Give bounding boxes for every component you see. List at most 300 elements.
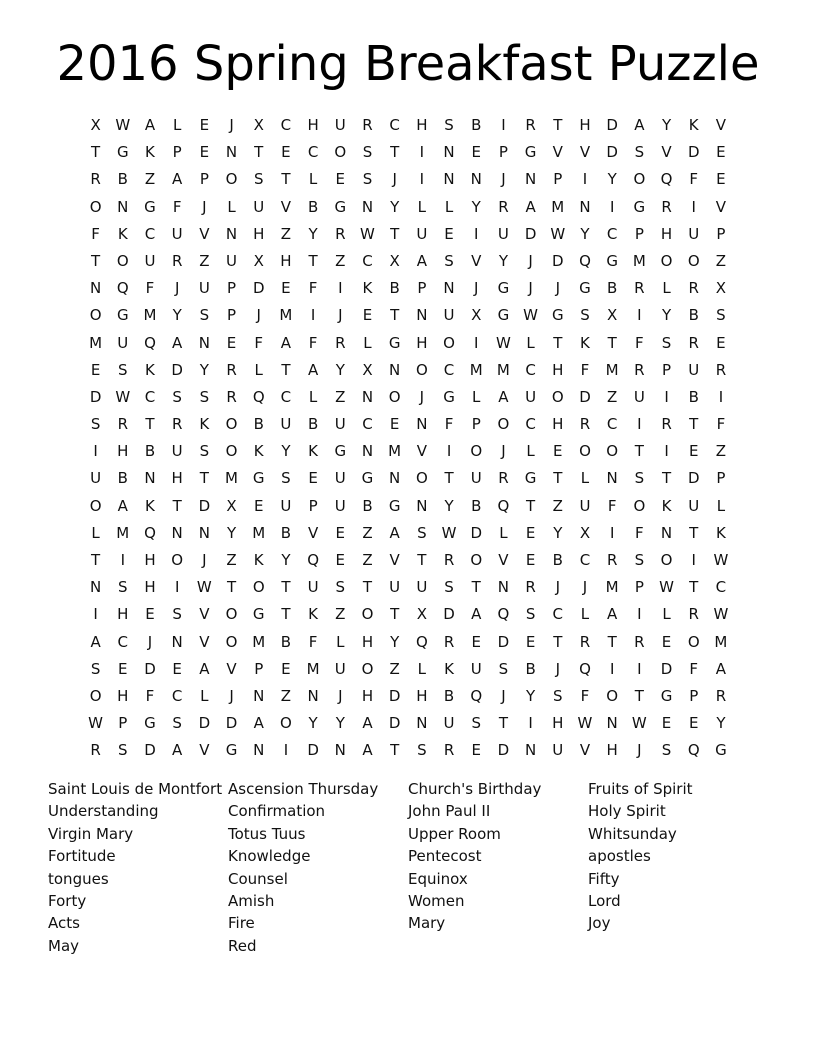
grid-letter: S <box>444 116 454 134</box>
grid-letter: U <box>688 224 700 243</box>
grid-letter: H <box>117 686 129 705</box>
word-item: Amish <box>228 892 275 911</box>
grid-letter: N <box>443 170 455 189</box>
grid-letter: E <box>172 659 182 678</box>
grid-letter: L <box>308 387 318 406</box>
grid-letter: H <box>579 116 591 134</box>
grid-letter: L <box>308 170 318 189</box>
grid-letter: J <box>419 387 425 406</box>
grid-letter: M <box>143 306 157 325</box>
grid-letter: J <box>501 686 506 705</box>
grid-letter: H <box>307 116 319 134</box>
grid-letter: E <box>688 714 699 733</box>
grid-letter: C <box>362 251 373 270</box>
grid-letter: N <box>225 224 238 243</box>
grid-letter: Y <box>335 360 345 379</box>
grid-letter: Q <box>415 632 428 651</box>
grid-letter: I <box>120 551 125 569</box>
grid-letter: D <box>687 469 700 488</box>
grid-letter: U <box>579 496 591 515</box>
word-item: Totus Tuus <box>228 824 306 843</box>
grid-letter: W <box>523 306 539 325</box>
grid-letter: B <box>552 551 563 569</box>
grid-letter: P <box>716 469 726 488</box>
grid-letter: Q <box>307 551 319 569</box>
grid-letter: H <box>552 415 564 434</box>
grid-letter: F <box>91 224 100 243</box>
grid-letter: O <box>443 333 455 352</box>
grid-letter: K <box>308 605 319 624</box>
grid-letter: U <box>443 714 455 733</box>
grid-letter: E <box>471 741 481 760</box>
grid-letter: O <box>116 251 129 270</box>
grid-letter: K <box>444 659 454 678</box>
grid-letter: K <box>661 496 672 515</box>
grid-letter: S <box>661 333 672 352</box>
grid-row <box>82 330 735 357</box>
grid-letter: O <box>225 442 238 461</box>
grid-letter: N <box>144 469 156 488</box>
grid-letter: Y <box>580 224 590 243</box>
grid-letter: S <box>90 415 101 434</box>
grid-row <box>82 737 735 764</box>
grid-letter: W <box>115 116 131 134</box>
grid-letter: A <box>525 197 536 216</box>
grid-letter: D <box>606 143 618 162</box>
grid-letter: L <box>580 605 590 624</box>
grid-letter: D <box>497 632 510 651</box>
grid-letter: N <box>361 387 374 406</box>
grid-letter: U <box>497 224 509 243</box>
grid-letter: E <box>199 116 210 134</box>
word-item: Forty <box>48 892 87 911</box>
grid-letter: R <box>579 632 591 651</box>
grid-letter: S <box>118 741 128 760</box>
grid-letter: I <box>501 116 506 134</box>
grid-letter: N <box>89 279 102 298</box>
grid-letter: B <box>688 387 699 406</box>
grid-letter: O <box>89 686 102 705</box>
grid-letter: W <box>196 578 212 597</box>
grid-letter: M <box>388 442 402 461</box>
grid-row <box>82 438 735 465</box>
grid-letter: G <box>551 306 564 325</box>
grid-letter: R <box>226 387 237 406</box>
grid-row <box>82 166 735 193</box>
grid-letter: J <box>528 279 533 298</box>
grid-letter: T <box>471 578 481 597</box>
letter-grid <box>82 112 735 765</box>
word-item: Holy Spirit <box>588 802 666 821</box>
grid-letter: G <box>225 741 238 760</box>
grid-letter: O <box>89 197 102 216</box>
grid-letter: J <box>392 170 397 189</box>
grid-row <box>82 248 735 275</box>
grid-letter: H <box>171 469 183 488</box>
grid-letter: H <box>144 578 156 597</box>
grid-letter: T <box>634 686 644 705</box>
grid-letter: U <box>307 578 319 597</box>
grid-letter: T <box>689 415 699 434</box>
grid-letter: O <box>388 387 401 406</box>
grid-row <box>82 221 735 248</box>
grid-letter: V <box>280 197 292 216</box>
grid-letter: P <box>634 578 644 597</box>
grid-letter: U <box>334 116 346 134</box>
grid-letter: Z <box>335 605 346 624</box>
grid-letter: E <box>444 224 454 243</box>
grid-letter: T <box>444 469 454 488</box>
grid-letter: A <box>607 605 618 624</box>
grid-letter: A <box>307 360 319 379</box>
grid-letter: S <box>634 469 645 488</box>
grid-letter: R <box>362 116 373 134</box>
grid-letter: L <box>172 116 182 134</box>
grid-letter: Z <box>280 686 292 705</box>
grid-letter: C <box>144 387 156 406</box>
word-item: Confirmation <box>228 802 326 821</box>
grid-letter: A <box>362 741 373 760</box>
grid-letter: W <box>577 714 593 733</box>
grid-letter: S <box>90 659 101 678</box>
grid-letter: B <box>307 197 319 216</box>
grid-letter: N <box>443 279 455 298</box>
grid-letter: N <box>497 578 510 597</box>
grid-letter: I <box>474 333 479 352</box>
grid-letter: U <box>253 197 265 216</box>
grid-letter: I <box>283 741 289 760</box>
grid-letter: Q <box>252 387 265 406</box>
grid-row <box>82 112 735 139</box>
word-item: Fortitude <box>48 847 116 866</box>
grid-letter: J <box>147 632 153 651</box>
grid-letter: V <box>199 741 210 760</box>
grid-letter: W <box>495 333 511 352</box>
grid-letter: I <box>174 578 180 597</box>
word-item: Equinox <box>408 869 468 888</box>
grid-letter: W <box>441 523 457 542</box>
grid-letter: N <box>606 469 618 488</box>
word-item: Acts <box>48 914 80 933</box>
grid-row <box>82 601 735 628</box>
grid-letter: P <box>199 170 209 189</box>
grid-letter: E <box>253 496 264 515</box>
grid-letter: E <box>525 523 536 542</box>
grid-letter: I <box>93 605 98 624</box>
grid-letter: B <box>471 496 482 515</box>
grid-letter: V <box>498 551 509 569</box>
grid-letter: J <box>474 279 479 298</box>
grid-letter: N <box>253 686 265 705</box>
grid-letter: X <box>90 116 101 134</box>
grid-letter: G <box>606 251 618 270</box>
grid-letter: Q <box>579 251 591 270</box>
grid-letter: S <box>634 143 645 162</box>
grid-letter: H <box>253 224 265 243</box>
grid-letter: W <box>360 224 375 243</box>
grid-letter: N <box>660 523 673 542</box>
grid-letter: P <box>308 496 318 515</box>
grid-letter: A <box>471 605 482 624</box>
grid-letter: Q <box>144 523 156 542</box>
grid-letter: G <box>633 197 646 216</box>
grid-letter: C <box>715 578 727 597</box>
grid-letter: V <box>471 251 482 270</box>
grid-letter: Q <box>470 686 483 705</box>
grid-letter: U <box>334 659 346 678</box>
grid-letter: U <box>552 741 564 760</box>
grid-letter: E <box>226 333 237 352</box>
grid-letter: R <box>661 415 672 434</box>
word-item: Virgin Mary <box>48 824 134 843</box>
grid-letter: R <box>443 741 455 760</box>
grid-letter: I <box>419 170 425 189</box>
grid-letter: R <box>634 360 645 379</box>
grid-letter: C <box>117 632 129 651</box>
grid-row <box>82 384 735 411</box>
grid-letter: E <box>335 170 346 189</box>
grid-letter: Y <box>172 306 182 325</box>
grid-letter: Y <box>471 197 481 216</box>
grid-letter: G <box>116 143 129 162</box>
grid-letter: F <box>635 333 644 352</box>
grid-letter: Z <box>199 251 210 270</box>
grid-letter: I <box>609 197 615 216</box>
grid-letter: V <box>199 605 210 624</box>
grid-letter: N <box>416 306 428 325</box>
grid-letter: O <box>606 442 619 461</box>
word-item: Understanding <box>48 802 159 821</box>
grid-letter: P <box>118 714 128 733</box>
word-item: Whitsunday <box>588 824 677 843</box>
grid-letter: D <box>443 605 455 624</box>
grid-letter: A <box>389 523 400 542</box>
grid-letter: Y <box>226 523 237 542</box>
grid-letter: F <box>580 686 590 705</box>
grid-letter: R <box>579 415 591 434</box>
grid-letter: L <box>580 469 590 488</box>
grid-letter: F <box>716 415 726 434</box>
grid-letter: N <box>443 143 455 162</box>
grid-letter: M <box>496 360 510 379</box>
word-item: Fifty <box>588 869 620 888</box>
grid-letter: U <box>470 469 482 488</box>
grid-letter: U <box>688 360 700 379</box>
grid-letter: Z <box>226 551 237 569</box>
grid-letter: A <box>280 333 292 352</box>
grid-letter: I <box>609 659 615 678</box>
grid-letter: G <box>144 714 156 733</box>
grid-letter: Q <box>116 279 129 298</box>
word-item: Lord <box>588 892 621 911</box>
grid-letter: S <box>335 578 346 597</box>
grid-letter: D <box>687 143 700 162</box>
grid-letter: T <box>417 551 427 569</box>
grid-letter: J <box>501 170 506 189</box>
grid-letter: V <box>552 143 563 162</box>
grid-letter: D <box>144 659 156 678</box>
grid-letter: Q <box>497 605 510 624</box>
grid-letter: B <box>117 469 128 488</box>
grid-letter: K <box>362 279 373 298</box>
grid-letter: A <box>634 116 645 134</box>
grid-letter: V <box>226 659 237 678</box>
word-item: John Paul II <box>408 802 491 821</box>
grid-letter: N <box>334 741 346 760</box>
grid-letter: D <box>470 523 482 542</box>
grid-letter: R <box>688 333 699 352</box>
grid-letter: D <box>198 714 211 733</box>
grid-letter: D <box>144 741 156 760</box>
grid-letter: M <box>551 197 565 216</box>
grid-letter: M <box>605 578 619 597</box>
grid-letter: S <box>716 306 726 325</box>
grid-letter: E <box>281 659 291 678</box>
grid-letter: Y <box>716 714 726 733</box>
grid-letter: R <box>226 360 237 379</box>
grid-letter: U <box>389 578 401 597</box>
grid-letter: S <box>172 714 182 733</box>
grid-letter: B <box>389 279 400 298</box>
grid-letter: M <box>116 523 130 542</box>
grid-letter: N <box>253 741 265 760</box>
grid-letter: D <box>388 686 401 705</box>
grid-letter: I <box>419 143 425 162</box>
grid-letter: A <box>199 659 210 678</box>
grid-letter: R <box>498 469 509 488</box>
grid-letter: D <box>171 360 183 379</box>
word-item: Women <box>408 892 465 911</box>
grid-letter: S <box>362 143 373 162</box>
grid-letter: Z <box>280 224 292 243</box>
grid-row <box>82 683 735 710</box>
grid-letter: Y <box>199 360 209 379</box>
grid-letter: U <box>416 224 428 243</box>
grid-letter: C <box>389 116 400 134</box>
grid-letter: N <box>89 578 102 597</box>
grid-letter: E <box>335 523 346 542</box>
word-item: Mary <box>408 914 446 933</box>
grid-letter: O <box>225 170 238 189</box>
grid-letter: S <box>118 360 128 379</box>
grid-letter: Z <box>335 387 346 406</box>
grid-letter: U <box>280 415 292 434</box>
grid-letter: N <box>225 143 238 162</box>
grid-letter: T <box>553 632 563 651</box>
grid-letter: J <box>229 116 234 134</box>
grid-letter: K <box>308 442 319 461</box>
grid-letter: U <box>280 496 292 515</box>
grid-letter: D <box>579 387 591 406</box>
grid-letter: L <box>499 523 508 542</box>
grid-letter: T <box>362 578 373 597</box>
grid-letter: R <box>90 741 101 760</box>
word-item: Red <box>228 936 257 955</box>
grid-letter: H <box>552 360 564 379</box>
grid-letter: U <box>334 469 346 488</box>
grid-row <box>82 574 735 601</box>
grid-letter: J <box>202 551 207 569</box>
grid-letter: O <box>633 496 646 515</box>
grid-letter: B <box>471 116 482 134</box>
grid-letter: M <box>306 659 320 678</box>
grid-letter: R <box>498 197 509 216</box>
grid-row <box>82 547 735 574</box>
grid-row <box>82 710 735 737</box>
grid-letter: I <box>637 605 642 624</box>
grid-letter: W <box>631 714 647 733</box>
grid-letter: T <box>91 251 101 270</box>
grid-letter: M <box>252 523 266 542</box>
grid-letter: X <box>416 605 427 624</box>
grid-letter: G <box>252 469 265 488</box>
word-item: apostles <box>588 847 651 866</box>
grid-letter: M <box>279 306 293 325</box>
grid-letter: Q <box>660 170 673 189</box>
grid-letter: M <box>252 632 266 651</box>
grid-row <box>82 629 735 656</box>
grid-letter: R <box>715 686 727 705</box>
grid-letter: R <box>634 279 645 298</box>
grid-letter: H <box>280 251 292 270</box>
grid-letter: O <box>579 442 591 461</box>
grid-letter: N <box>171 523 183 542</box>
grid-letter: J <box>174 279 180 298</box>
grid-letter: W <box>550 224 566 243</box>
grid-letter: J <box>229 686 234 705</box>
grid-letter: T <box>390 605 400 624</box>
grid-letter: J <box>202 197 207 216</box>
grid-letter: I <box>446 442 452 461</box>
grid-letter: I <box>338 279 343 298</box>
grid-letter: Z <box>715 442 727 461</box>
grid-letter: K <box>117 224 128 243</box>
grid-letter: E <box>308 469 318 488</box>
grid-letter: N <box>361 442 374 461</box>
grid-letter: H <box>416 116 428 134</box>
grid-letter: T <box>390 741 400 760</box>
grid-letter: G <box>334 197 347 216</box>
grid-letter: O <box>334 143 347 162</box>
grid-letter: D <box>606 116 618 134</box>
grid-letter: T <box>254 143 264 162</box>
word-list <box>48 778 768 957</box>
grid-letter: W <box>713 605 729 624</box>
grid-letter: R <box>688 279 699 298</box>
grid-letter: H <box>416 333 428 352</box>
grid-letter: A <box>172 333 183 352</box>
grid-letter: F <box>308 279 318 298</box>
grid-letter: O <box>361 605 374 624</box>
grid-letter: I <box>582 170 588 189</box>
grid-letter: P <box>471 415 481 434</box>
word-item: May <box>48 936 80 955</box>
grid-letter: K <box>253 551 264 569</box>
grid-letter: C <box>606 415 618 434</box>
grid-letter: T <box>281 170 291 189</box>
grid-letter: F <box>145 686 155 705</box>
grid-letter: Y <box>607 170 617 189</box>
grid-letter: U <box>90 469 102 488</box>
word-item: Counsel <box>228 869 288 888</box>
grid-letter: J <box>528 251 533 270</box>
grid-letter: L <box>716 496 726 515</box>
grid-letter: N <box>171 632 183 651</box>
grid-letter: B <box>307 415 319 434</box>
grid-letter: W <box>88 714 104 733</box>
grid-letter: E <box>335 551 346 569</box>
grid-letter: E <box>716 143 726 162</box>
